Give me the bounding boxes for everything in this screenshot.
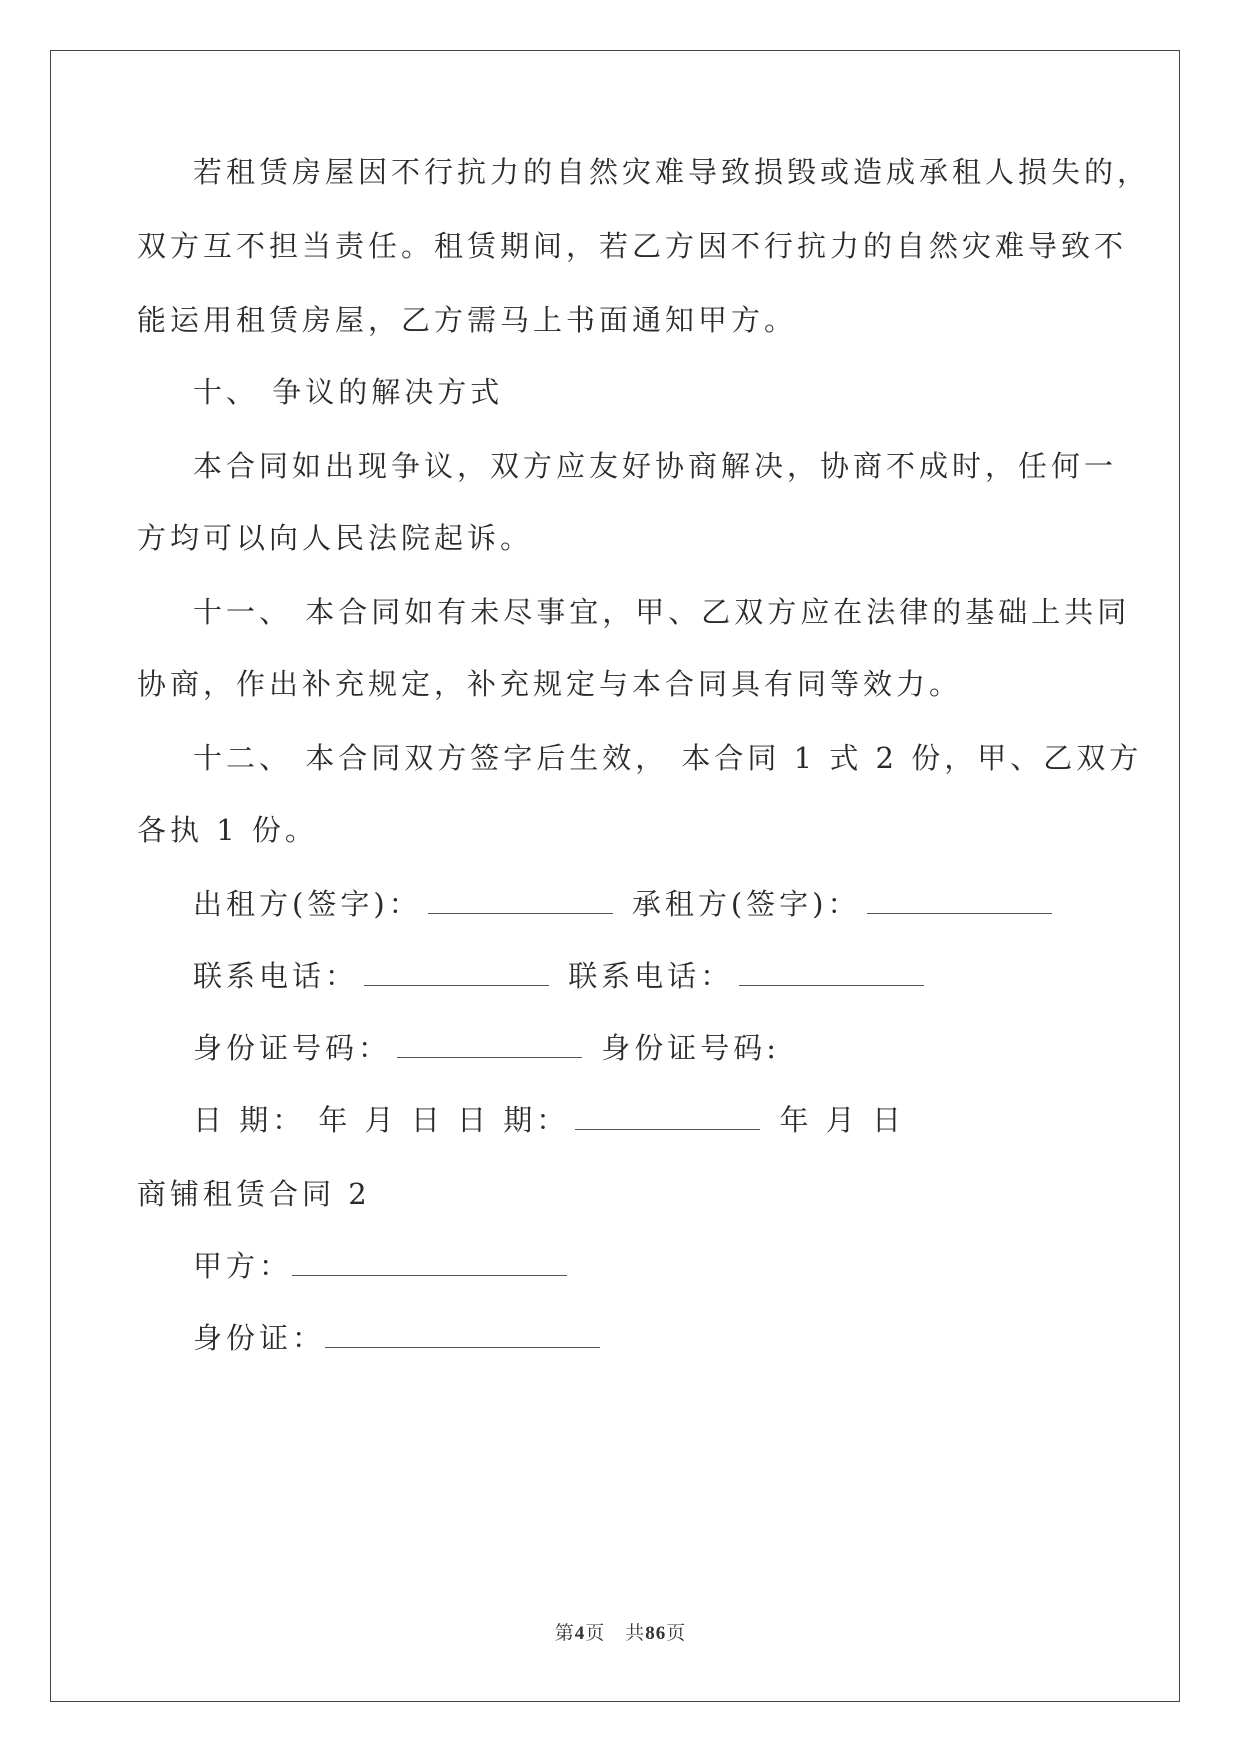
lessee-phone-label: 联系电话： <box>568 959 734 993</box>
paragraph-line: 十一、 本合同如有未尽事宜，甲、乙双方应在法律的基础上共同 <box>193 595 1131 629</box>
current-page-number: 4 <box>574 1623 586 1644</box>
paragraph-line: 本合同如出现争议，双方应友好协商解决，协商不成时，任何一 <box>193 449 1118 483</box>
paragraph-line: 十二、 本合同双方签字后生效， 本合同 1 式 2 份，甲、乙双方 <box>193 741 1143 775</box>
paragraph-line: 各执 1 份。 <box>137 813 318 847</box>
footer-mid: 页 共 <box>585 1623 646 1644</box>
lessor-signature-label: 出租方(签字)： <box>193 887 422 921</box>
lessor-id-blank[interactable] <box>397 1037 582 1058</box>
id-row <box>193 1031 781 1065</box>
footer-prefix: 第 <box>554 1623 575 1644</box>
paragraph-line: 方均可以向人民法院起诉。 <box>137 521 534 555</box>
section-heading: 十、 争议的解决方式 <box>193 375 504 409</box>
signature-row <box>193 887 1058 921</box>
date-blank[interactable] <box>575 1109 760 1130</box>
page-footer <box>0 1618 1241 1645</box>
contract2-title: 商铺租赁合同 2 <box>137 1177 371 1211</box>
lessor-phone-label: 联系电话： <box>193 959 359 993</box>
lessor-signature-blank[interactable] <box>428 893 613 914</box>
total-page-number: 86 <box>645 1623 667 1644</box>
lessor-id-label: 身份证号码： <box>193 1031 392 1065</box>
lessor-phone-blank[interactable] <box>364 965 549 986</box>
party-a-blank[interactable] <box>292 1255 567 1276</box>
party-a-row <box>193 1249 573 1283</box>
lessee-signature-blank[interactable] <box>867 893 1052 914</box>
paragraph-line: 若租赁房屋因不行抗力的自然灾难导致损毁或造成承租人损失的， <box>193 155 1151 189</box>
paragraph-line: 双方互不担当责任。租赁期间，若乙方因不行抗力的自然灾难导致不 <box>137 229 1128 263</box>
id-card-row <box>193 1321 606 1355</box>
date-row <box>193 1103 905 1137</box>
page-border <box>50 50 1180 1702</box>
paragraph-line: 协商，作出补充规定，补充规定与本合同具有同等效力。 <box>137 667 963 701</box>
phone-row <box>193 959 930 993</box>
date-suffix: 年 月 日 <box>779 1103 905 1137</box>
paragraph-line: 能运用租赁房屋，乙方需马上书面通知甲方。 <box>137 303 798 337</box>
lessee-signature-label: 承租方(签字)： <box>631 887 861 921</box>
party-a-label: 甲方： <box>193 1249 293 1283</box>
id-card-label: 身份证： <box>193 1321 326 1355</box>
lessee-phone-blank[interactable] <box>739 965 924 986</box>
lessee-id-label: 身份证号码: <box>601 1031 781 1065</box>
id-card-blank[interactable] <box>325 1327 600 1348</box>
date-label: 日 期： 年 月 日 日 期： <box>193 1103 570 1137</box>
footer-suffix: 页 <box>666 1623 687 1644</box>
